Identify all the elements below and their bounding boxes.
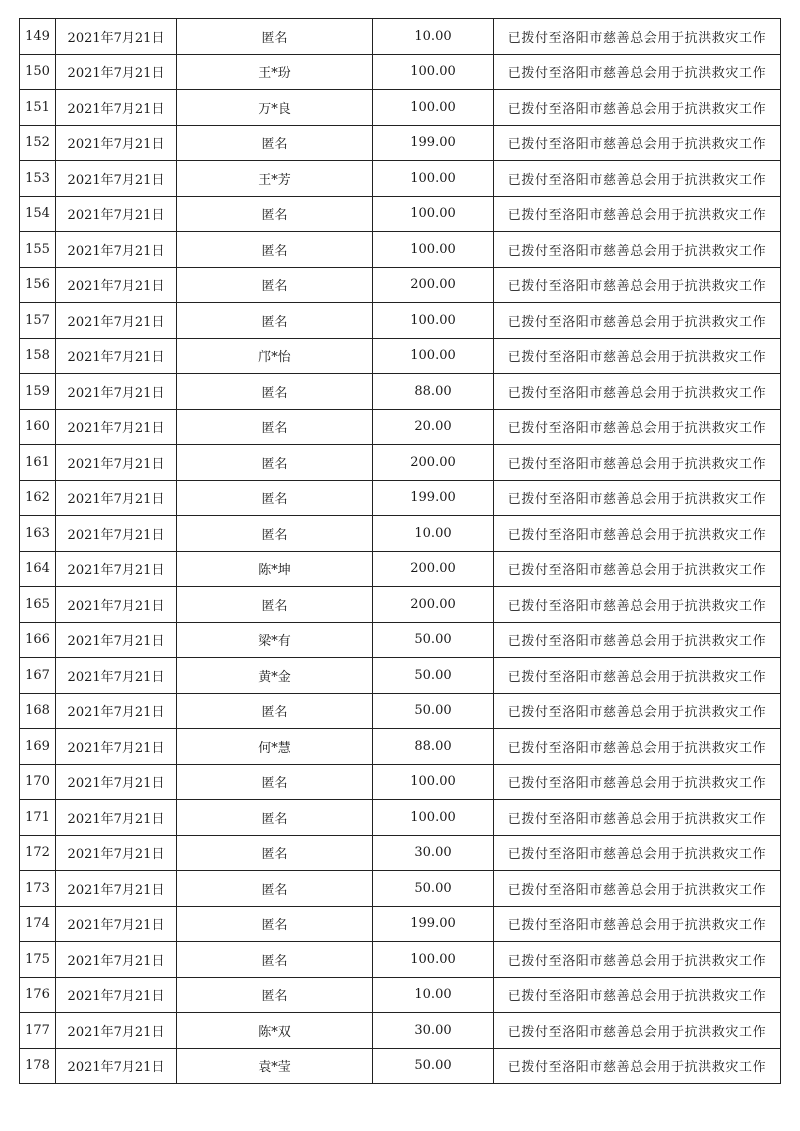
donor-name-cell: 匿名 [177, 835, 373, 871]
table-row [20, 196, 781, 232]
donation-date-cell: 2021年7月21日 [56, 445, 177, 481]
donation-date-cell: 2021年7月21日 [56, 267, 177, 303]
donor-name-cell: 王*芳 [177, 161, 373, 197]
donation-date-cell: 2021年7月21日 [56, 90, 177, 126]
allocation-note-cell: 已拨付至洛阳市慈善总会用于抗洪救灾工作 [494, 942, 781, 978]
allocation-note-cell: 已拨付至洛阳市慈善总会用于抗洪救灾工作 [494, 303, 781, 339]
allocation-note-cell: 已拨付至洛阳市慈善总会用于抗洪救灾工作 [494, 90, 781, 126]
table-row [20, 338, 781, 374]
donor-name-cell: 匿名 [177, 374, 373, 410]
row-number-cell: 175 [20, 942, 56, 978]
allocation-note-cell: 已拨付至洛阳市慈善总会用于抗洪救灾工作 [494, 374, 781, 410]
donation-amount-cell: 50.00 [373, 658, 494, 694]
donation-date-cell: 2021年7月21日 [56, 693, 177, 729]
table-row [20, 977, 781, 1013]
allocation-note-cell: 已拨付至洛阳市慈善总会用于抗洪救灾工作 [494, 267, 781, 303]
table-row [20, 551, 781, 587]
donation-amount-cell: 30.00 [373, 835, 494, 871]
donation-amount-cell: 199.00 [373, 125, 494, 161]
table-row [20, 871, 781, 907]
table-row [20, 54, 781, 90]
allocation-note-cell: 已拨付至洛阳市慈善总会用于抗洪救灾工作 [494, 587, 781, 623]
row-number-cell: 153 [20, 161, 56, 197]
row-number-cell: 158 [20, 338, 56, 374]
table-row [20, 729, 781, 765]
table-row [20, 19, 781, 55]
table-row [20, 374, 781, 410]
table-row [20, 693, 781, 729]
donation-date-cell: 2021年7月21日 [56, 161, 177, 197]
donation-table-body [20, 19, 781, 1084]
allocation-note-cell: 已拨付至洛阳市慈善总会用于抗洪救灾工作 [494, 764, 781, 800]
row-number-cell: 171 [20, 800, 56, 836]
donor-name-cell: 匿名 [177, 480, 373, 516]
donor-name-cell: 匿名 [177, 409, 373, 445]
donation-date-cell: 2021年7月21日 [56, 729, 177, 765]
table-row [20, 125, 781, 161]
donation-date-cell: 2021年7月21日 [56, 232, 177, 268]
allocation-note-cell: 已拨付至洛阳市慈善总会用于抗洪救灾工作 [494, 1048, 781, 1084]
donation-date-cell: 2021年7月21日 [56, 303, 177, 339]
donation-amount-cell: 50.00 [373, 693, 494, 729]
donation-date-cell: 2021年7月21日 [56, 125, 177, 161]
table-row [20, 1013, 781, 1049]
row-number-cell: 163 [20, 516, 56, 552]
allocation-note-cell: 已拨付至洛阳市慈善总会用于抗洪救灾工作 [494, 161, 781, 197]
donor-name-cell: 陈*坤 [177, 551, 373, 587]
donor-name-cell: 万*良 [177, 90, 373, 126]
donation-amount-cell: 100.00 [373, 764, 494, 800]
donation-date-cell: 2021年7月21日 [56, 977, 177, 1013]
donor-name-cell: 匿名 [177, 977, 373, 1013]
donor-name-cell: 梁*有 [177, 622, 373, 658]
row-number-cell: 169 [20, 729, 56, 765]
allocation-note-cell: 已拨付至洛阳市慈善总会用于抗洪救灾工作 [494, 835, 781, 871]
donor-name-cell: 匿名 [177, 303, 373, 339]
donation-date-cell: 2021年7月21日 [56, 871, 177, 907]
row-number-cell: 159 [20, 374, 56, 410]
row-number-cell: 151 [20, 90, 56, 126]
table-row [20, 587, 781, 623]
donation-amount-cell: 200.00 [373, 445, 494, 481]
table-row [20, 409, 781, 445]
donation-amount-cell: 100.00 [373, 942, 494, 978]
table-row [20, 835, 781, 871]
allocation-note-cell: 已拨付至洛阳市慈善总会用于抗洪救灾工作 [494, 196, 781, 232]
donation-amount-cell: 100.00 [373, 800, 494, 836]
donor-name-cell: 匿名 [177, 125, 373, 161]
donation-date-cell: 2021年7月21日 [56, 19, 177, 55]
allocation-note-cell: 已拨付至洛阳市慈善总会用于抗洪救灾工作 [494, 19, 781, 55]
donor-name-cell: 匿名 [177, 587, 373, 623]
donor-name-cell: 匿名 [177, 516, 373, 552]
allocation-note-cell: 已拨付至洛阳市慈善总会用于抗洪救灾工作 [494, 409, 781, 445]
allocation-note-cell: 已拨付至洛阳市慈善总会用于抗洪救灾工作 [494, 125, 781, 161]
donation-amount-cell: 50.00 [373, 1048, 494, 1084]
row-number-cell: 157 [20, 303, 56, 339]
donation-date-cell: 2021年7月21日 [56, 338, 177, 374]
donation-amount-cell: 200.00 [373, 587, 494, 623]
table-row [20, 942, 781, 978]
donation-amount-cell: 199.00 [373, 906, 494, 942]
donor-name-cell: 邝*怡 [177, 338, 373, 374]
donation-amount-cell: 10.00 [373, 19, 494, 55]
donation-date-cell: 2021年7月21日 [56, 196, 177, 232]
row-number-cell: 154 [20, 196, 56, 232]
table-row [20, 1048, 781, 1084]
row-number-cell: 173 [20, 871, 56, 907]
allocation-note-cell: 已拨付至洛阳市慈善总会用于抗洪救灾工作 [494, 551, 781, 587]
allocation-note-cell: 已拨付至洛阳市慈善总会用于抗洪救灾工作 [494, 658, 781, 694]
row-number-cell: 162 [20, 480, 56, 516]
donor-name-cell: 何*慧 [177, 729, 373, 765]
donation-date-cell: 2021年7月21日 [56, 764, 177, 800]
donation-date-cell: 2021年7月21日 [56, 480, 177, 516]
row-number-cell: 174 [20, 906, 56, 942]
donor-name-cell: 袁*莹 [177, 1048, 373, 1084]
donation-amount-cell: 100.00 [373, 232, 494, 268]
donor-name-cell: 匿名 [177, 942, 373, 978]
donor-name-cell: 匿名 [177, 196, 373, 232]
donation-amount-cell: 100.00 [373, 196, 494, 232]
donation-amount-cell: 30.00 [373, 1013, 494, 1049]
donation-date-cell: 2021年7月21日 [56, 516, 177, 552]
donation-amount-cell: 200.00 [373, 551, 494, 587]
row-number-cell: 176 [20, 977, 56, 1013]
donor-name-cell: 匿名 [177, 232, 373, 268]
donation-date-cell: 2021年7月21日 [56, 1013, 177, 1049]
donation-date-cell: 2021年7月21日 [56, 622, 177, 658]
donation-table [19, 18, 781, 1084]
row-number-cell: 166 [20, 622, 56, 658]
allocation-note-cell: 已拨付至洛阳市慈善总会用于抗洪救灾工作 [494, 516, 781, 552]
row-number-cell: 164 [20, 551, 56, 587]
row-number-cell: 150 [20, 54, 56, 90]
table-row [20, 516, 781, 552]
row-number-cell: 155 [20, 232, 56, 268]
allocation-note-cell: 已拨付至洛阳市慈善总会用于抗洪救灾工作 [494, 871, 781, 907]
row-number-cell: 161 [20, 445, 56, 481]
row-number-cell: 177 [20, 1013, 56, 1049]
donation-amount-cell: 10.00 [373, 977, 494, 1013]
donation-amount-cell: 100.00 [373, 90, 494, 126]
row-number-cell: 178 [20, 1048, 56, 1084]
row-number-cell: 152 [20, 125, 56, 161]
row-number-cell: 149 [20, 19, 56, 55]
donation-amount-cell: 100.00 [373, 161, 494, 197]
allocation-note-cell: 已拨付至洛阳市慈善总会用于抗洪救灾工作 [494, 977, 781, 1013]
table-row [20, 800, 781, 836]
donation-amount-cell: 199.00 [373, 480, 494, 516]
row-number-cell: 165 [20, 587, 56, 623]
donation-amount-cell: 100.00 [373, 54, 494, 90]
donation-amount-cell: 10.00 [373, 516, 494, 552]
allocation-note-cell: 已拨付至洛阳市慈善总会用于抗洪救灾工作 [494, 622, 781, 658]
donation-date-cell: 2021年7月21日 [56, 1048, 177, 1084]
donation-amount-cell: 88.00 [373, 729, 494, 765]
table-row [20, 90, 781, 126]
donation-date-cell: 2021年7月21日 [56, 906, 177, 942]
donation-date-cell: 2021年7月21日 [56, 800, 177, 836]
donor-name-cell: 匿名 [177, 906, 373, 942]
table-row [20, 303, 781, 339]
donor-name-cell: 匿名 [177, 267, 373, 303]
donation-date-cell: 2021年7月21日 [56, 54, 177, 90]
table-row [20, 267, 781, 303]
donation-amount-cell: 100.00 [373, 338, 494, 374]
row-number-cell: 168 [20, 693, 56, 729]
donor-name-cell: 匿名 [177, 800, 373, 836]
table-row [20, 480, 781, 516]
allocation-note-cell: 已拨付至洛阳市慈善总会用于抗洪救灾工作 [494, 1013, 781, 1049]
donation-amount-cell: 200.00 [373, 267, 494, 303]
row-number-cell: 156 [20, 267, 56, 303]
table-row [20, 622, 781, 658]
donor-name-cell: 匿名 [177, 871, 373, 907]
allocation-note-cell: 已拨付至洛阳市慈善总会用于抗洪救灾工作 [494, 232, 781, 268]
allocation-note-cell: 已拨付至洛阳市慈善总会用于抗洪救灾工作 [494, 729, 781, 765]
donor-name-cell: 匿名 [177, 764, 373, 800]
donation-date-cell: 2021年7月21日 [56, 835, 177, 871]
donor-name-cell: 王*玢 [177, 54, 373, 90]
row-number-cell: 167 [20, 658, 56, 694]
donation-date-cell: 2021年7月21日 [56, 409, 177, 445]
table-row [20, 658, 781, 694]
allocation-note-cell: 已拨付至洛阳市慈善总会用于抗洪救灾工作 [494, 906, 781, 942]
allocation-note-cell: 已拨付至洛阳市慈善总会用于抗洪救灾工作 [494, 800, 781, 836]
table-row [20, 232, 781, 268]
donor-name-cell: 匿名 [177, 445, 373, 481]
donor-name-cell: 匿名 [177, 19, 373, 55]
row-number-cell: 172 [20, 835, 56, 871]
row-number-cell: 170 [20, 764, 56, 800]
donation-amount-cell: 20.00 [373, 409, 494, 445]
donor-name-cell: 陈*双 [177, 1013, 373, 1049]
table-row [20, 906, 781, 942]
allocation-note-cell: 已拨付至洛阳市慈善总会用于抗洪救灾工作 [494, 54, 781, 90]
donation-amount-cell: 100.00 [373, 303, 494, 339]
table-row [20, 161, 781, 197]
donation-amount-cell: 88.00 [373, 374, 494, 410]
donation-date-cell: 2021年7月21日 [56, 942, 177, 978]
donation-date-cell: 2021年7月21日 [56, 374, 177, 410]
donor-name-cell: 黄*金 [177, 658, 373, 694]
row-number-cell: 160 [20, 409, 56, 445]
allocation-note-cell: 已拨付至洛阳市慈善总会用于抗洪救灾工作 [494, 445, 781, 481]
donation-amount-cell: 50.00 [373, 622, 494, 658]
donation-date-cell: 2021年7月21日 [56, 551, 177, 587]
donation-date-cell: 2021年7月21日 [56, 658, 177, 694]
allocation-note-cell: 已拨付至洛阳市慈善总会用于抗洪救灾工作 [494, 480, 781, 516]
table-row [20, 445, 781, 481]
allocation-note-cell: 已拨付至洛阳市慈善总会用于抗洪救灾工作 [494, 693, 781, 729]
donor-name-cell: 匿名 [177, 693, 373, 729]
donation-date-cell: 2021年7月21日 [56, 587, 177, 623]
donation-amount-cell: 50.00 [373, 871, 494, 907]
table-row [20, 764, 781, 800]
allocation-note-cell: 已拨付至洛阳市慈善总会用于抗洪救灾工作 [494, 338, 781, 374]
